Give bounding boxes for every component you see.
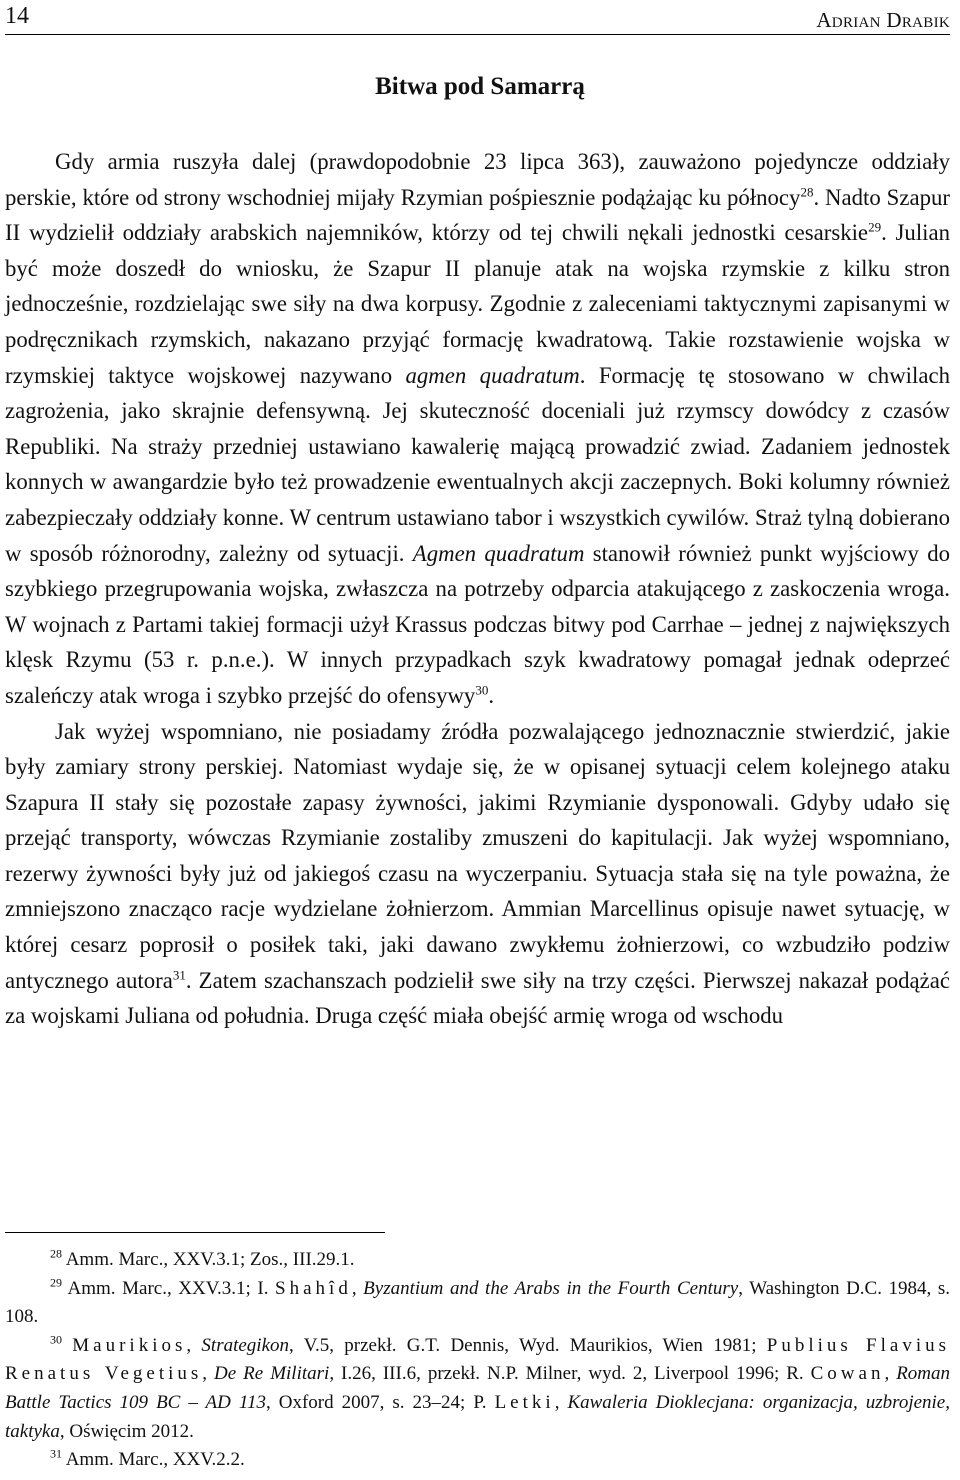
cited-title: Roman Battle Tactics 109 BC – AD 113 — [5, 1363, 951, 1413]
page-number: 14 — [5, 3, 29, 29]
body-text — [5, 144, 950, 1034]
footnote-30: $^{30}$ Maurikios, Strategikon, V.5, przekł. G.T. Dennis, Wyd. Maurikios, Wien 1981; Publius Flavius Renatus Vegetius, De Re Militari, I.26, III.6, przekł. N.P. Milner, wyd. 2, Liverpool 1996; R. Cowan, Roman Battle Tactics 109 BC – AD 113, Oxford 2007, s. 23–24; P. Letki, Kawaleria Dioklecjana: organizacja, uzbrojenie, taktyka, Oświęcim 2012. — [5, 1332, 951, 1442]
paragraph-2: Jak wyżej wspomniano, nie posiadamy źródła pozwalającego jednoznacznie stwierdzić, jakie były zamiary strony perskiej. Natomiast wydaje się, że w opisanej sytuacji celem kolejnego ataku Szapura II stały się pozostałe zapasy żywności, jakimi Rzymianie dysponowali. Gdyby udało się przejąć transporty, wówczas Rzymianie zostaliby zmuszeni do kapitulacji. Jak wyżej wspomniano, rezerwy żywności były już od jakiegoś czasu na wyczerpaniu. Sytuacja stała się na tyle poważna, że zmniejszono znacząco racje wydzielane żołnierzom. Ammian Marcellinus opisuje nawet sytuację, w której cesarz poprosił o posiłek taki, jaki dawano zwykłemu żołnierzowi, co wzbudziło podziw antycznego autora$^{31}$. Zatem szachanszach podzielił swe siły na trzy części. Pierwszej nakazał podążać za wojskami Juliana od południa. Druga część miała obejść armię wroga od wschodu — [5, 718, 950, 1029]
cited-author: Letki — [494, 1391, 555, 1413]
footnote-ref-31: 31 — [172, 967, 186, 983]
footnote-ref-29: 29 — [868, 219, 882, 235]
paragraph-1: Gdy armia ruszyła dalej (prawdopodobnie 23 lipca 363), zauważono pojedyncze oddziały perskie, które od strony wschodniej mijały Rzymian pośpiesznie podążając ku północy$^{28}$. Nadto Szapur II wydzielił oddziały arabskich najemników, którzy od tej chwili nękali jednostki cesarskie$^{29}$. Julian być może doszedł do wniosku, że Szapur II planuje atak na wojska rzymskie z kilku stron jednocześnie, rozdzielając swe siły na dwa korpusy. Zgodnie z zaleceniami taktycznymi zapisanymi w podręcznikach rzymskich, nakazano przyjąć formację kwadratową. Takie rozstawienie wojska w rzymskiej taktyce wojskowej nazywano agmen quadratum. Formację tę stosowano w chwilach zagrożenia, jako skrajnie defensywną. Jej skuteczność doceniali już rzymscy dowódcy z czasów Republiki. Na straży przedniej ustawiano kawalerię mającą prowadzić zwiad. Zadaniem jednostek konnych w awangardzie było też prowadzenie ewentualnych akcji zaczepnych. Boki kolumny również zabezpieczały oddziały konne. W centrum ustawiano tabor i wszystkich cywilów. Straż tylną dobierano w sposób różnorodny, zależny od sytuacji. Agmen quadratum stanowił również punkt wyjściowy do szybkiego przegrupowania wojska, zwłaszcza na potrzeby odparcia atakującego z zaskoczenia wroga. W wojnach z Partami takiej formacji użył Krassus podczas bitwy pod Carrhae – jednej z największych klęsk Rzymu (53 r. p.n.e.). W innych przypadkach szyk kwadratowy pomagał jednak odeprzeć szaleńczy atak wroga i szybko przejść do ofensywy$^{30}$. — [5, 149, 951, 708]
cited-author: Shahîd — [275, 1277, 352, 1299]
cited-title: Byzantium and the Arabs in the Fourth Century — [363, 1277, 739, 1299]
footnote-29: $^{29}$ Amm. Marc., XXV.3.1; I. Shahîd, Byzantium and the Arabs in the Fourth Century, Washington D.C. 1984, s. 108. — [5, 1275, 951, 1328]
cited-author: Maurikios — [72, 1334, 187, 1356]
running-author: Adrian Drabik — [816, 8, 950, 32]
footnote-ref-30: 30 — [475, 682, 489, 698]
cited-title: Strategikon — [201, 1334, 290, 1356]
running-header — [5, 2, 950, 35]
footnote-31: $^{31}$ Amm. Marc., XXV.2.2. — [50, 1446, 245, 1471]
latin-term: Agmen quadratum — [412, 540, 585, 566]
footnote-ref-28: 28 — [800, 184, 814, 199]
cited-author: Publius Flavius Renatus Vegetius — [5, 1334, 950, 1385]
footnote-divider — [5, 1232, 385, 1233]
cited-title: Kawaleria Dioklecjana: organizacja, uzbrojenie, taktyka — [5, 1391, 950, 1442]
footnotes — [5, 1246, 950, 1475]
section-title: Bitwa pod Samarrą — [375, 73, 585, 100]
latin-term: agmen quadratum — [405, 362, 580, 388]
cited-author: Cowan — [810, 1363, 885, 1385]
cited-title: De Re Militari — [214, 1363, 330, 1385]
footnote-28: $^{28}$ Amm. Marc., XXV.3.1; Zos., III.29.1. — [50, 1246, 355, 1270]
